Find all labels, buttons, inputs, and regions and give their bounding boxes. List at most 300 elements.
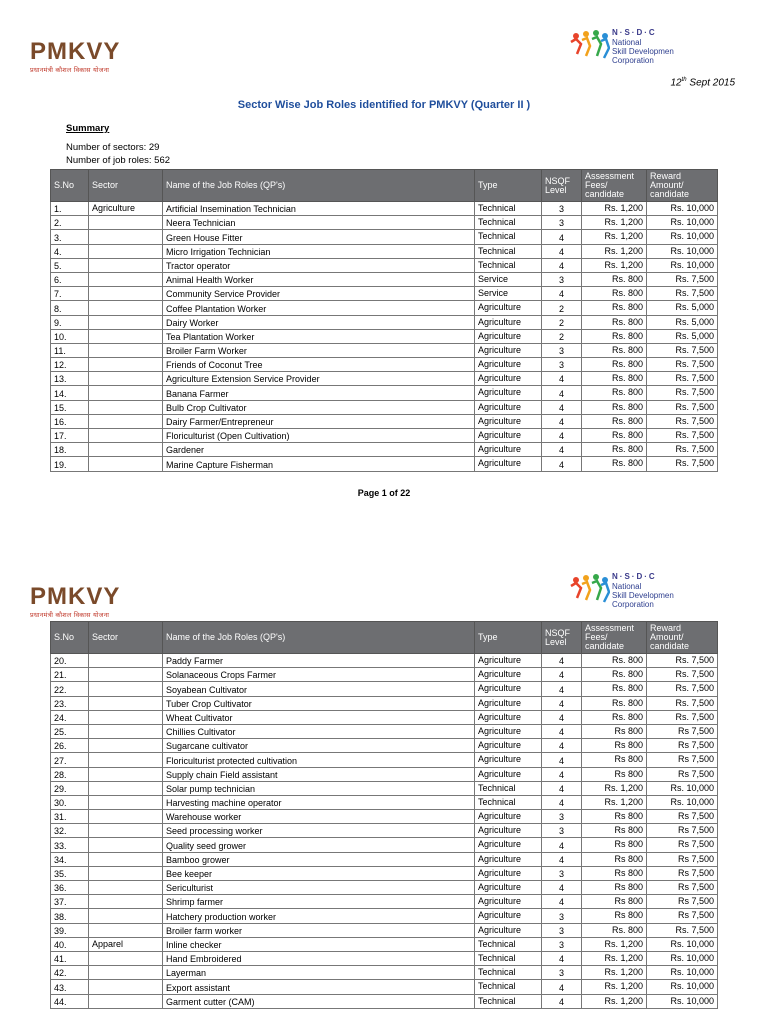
table-row (51, 951, 718, 965)
cell-assessment-fee: Rs. 800 (582, 668, 647, 682)
cell-sno: 32. (51, 824, 89, 838)
cell-assessment-fee: Rs. 800 (582, 710, 647, 724)
cell-assessment-fee: Rs 800 (582, 852, 647, 866)
cell-nsqf-level: 4 (542, 980, 582, 994)
cell-type: Technical (475, 258, 542, 272)
cell-nsqf-level: 3 (542, 216, 582, 230)
nsdc-logo (568, 28, 718, 68)
cell-assessment-fee: Rs. 800 (582, 343, 647, 357)
cell-sector (89, 386, 163, 400)
table-row (51, 852, 718, 866)
cell-reward-amount: Rs 7,500 (647, 852, 718, 866)
cell-sno: 15. (51, 400, 89, 414)
header-assessment-fees: Assessment Fees/ candidate (582, 622, 647, 654)
cell-type: Technical (475, 937, 542, 951)
cell-nsqf-level: 4 (542, 258, 582, 272)
header-sector: Sector (89, 170, 163, 202)
cell-reward-amount: Rs. 7,500 (647, 457, 718, 471)
cell-assessment-fee: Rs. 1,200 (582, 795, 647, 809)
cell-job-role: Supply chain Field assistant (163, 767, 475, 781)
table-row (51, 966, 718, 980)
cell-sno: 35. (51, 866, 89, 880)
table-row (51, 739, 718, 753)
cell-job-role: Artificial Insemination Technician (163, 202, 475, 216)
cell-sno: 21. (51, 668, 89, 682)
cell-sno: 9. (51, 315, 89, 329)
cell-sno: 40. (51, 937, 89, 951)
table-row (51, 824, 718, 838)
cell-nsqf-level: 3 (542, 810, 582, 824)
cell-type: Agriculture (475, 852, 542, 866)
cell-sector (89, 443, 163, 457)
cell-nsqf-level: 4 (542, 457, 582, 471)
table-row (51, 724, 718, 738)
cell-assessment-fee: Rs. 800 (582, 654, 647, 668)
cell-reward-amount: Rs. 10,000 (647, 216, 718, 230)
cell-job-role: Tractor operator (163, 258, 475, 272)
cell-sno: 19. (51, 457, 89, 471)
cell-assessment-fee: Rs. 1,200 (582, 781, 647, 795)
cell-nsqf-level: 3 (542, 272, 582, 286)
table-row (51, 258, 718, 272)
cell-sector (89, 838, 163, 852)
cell-reward-amount: Rs 7,500 (647, 724, 718, 738)
pmkvy-logo-subtitle: प्रधानमंत्री कौशल विकास योजना (30, 66, 110, 74)
table-row (51, 668, 718, 682)
nsdc-abbr: N·S·D·C (612, 572, 657, 581)
cell-nsqf-level: 4 (542, 400, 582, 414)
table-row (51, 895, 718, 909)
table-row (51, 909, 718, 923)
header-nsqf-level: NSQF Level (542, 622, 582, 654)
page-number: Page 1 of 22 (357, 488, 411, 498)
cell-sno: 37. (51, 895, 89, 909)
cell-nsqf-level: 4 (542, 386, 582, 400)
cell-nsqf-level: 4 (542, 372, 582, 386)
cell-assessment-fee: Rs. 800 (582, 315, 647, 329)
cell-assessment-fee: Rs. 800 (582, 443, 647, 457)
cell-nsqf-level: 3 (542, 343, 582, 357)
cell-reward-amount: Rs 7,500 (647, 810, 718, 824)
nsdc-logo (568, 572, 718, 612)
cell-reward-amount: Rs. 10,000 (647, 980, 718, 994)
cell-job-role: Chillies Cultivator (163, 724, 475, 738)
cell-reward-amount: Rs. 7,500 (647, 923, 718, 937)
cell-job-role: Sugarcane cultivator (163, 739, 475, 753)
cell-nsqf-level: 4 (542, 414, 582, 428)
cell-type: Agriculture (475, 824, 542, 838)
table-row (51, 710, 718, 724)
cell-assessment-fee: Rs 800 (582, 767, 647, 781)
table-row (51, 202, 718, 216)
nsdc-abbr: N·S·D·C (612, 28, 657, 37)
cell-nsqf-level: 4 (542, 767, 582, 781)
table-row (51, 923, 718, 937)
cell-reward-amount: Rs. 7,500 (647, 400, 718, 414)
header-assessment-fees: Assessment Fees/ candidate (582, 170, 647, 202)
table-row (51, 301, 718, 315)
header-job-role: Name of the Job Roles (QP's) (163, 170, 475, 202)
cell-sno: 34. (51, 852, 89, 866)
cell-type: Technical (475, 966, 542, 980)
cell-sno: 16. (51, 414, 89, 428)
cell-reward-amount: Rs. 7,500 (647, 696, 718, 710)
cell-sector (89, 372, 163, 386)
cell-reward-amount: Rs. 7,500 (647, 710, 718, 724)
cell-job-role: Community Service Provider (163, 287, 475, 301)
header-type: Type (475, 622, 542, 654)
cell-type: Service (475, 272, 542, 286)
cell-sector (89, 710, 163, 724)
document-date: 12th Sept 2015 (670, 77, 735, 89)
cell-reward-amount: Rs. 7,500 (647, 414, 718, 428)
cell-type: Technical (475, 202, 542, 216)
cell-assessment-fee: Rs 800 (582, 753, 647, 767)
cell-sno: 29. (51, 781, 89, 795)
cell-nsqf-level: 4 (542, 244, 582, 258)
cell-reward-amount: Rs. 7,500 (647, 272, 718, 286)
summary-heading: Summary (66, 123, 110, 134)
cell-reward-amount: Rs. 10,000 (647, 795, 718, 809)
cell-reward-amount: Rs. 10,000 (647, 781, 718, 795)
cell-sno: 13. (51, 372, 89, 386)
job-roles-table-page-2 (50, 621, 718, 1009)
cell-type: Technical (475, 795, 542, 809)
cell-assessment-fee: Rs. 1,200 (582, 980, 647, 994)
cell-assessment-fee: Rs. 800 (582, 301, 647, 315)
table-row (51, 315, 718, 329)
cell-job-role: Coffee Plantation Worker (163, 301, 475, 315)
cell-job-role: Broiler Farm Worker (163, 343, 475, 357)
table-row (51, 329, 718, 343)
cell-assessment-fee: Rs. 800 (582, 429, 647, 443)
cell-type: Agriculture (475, 429, 542, 443)
cell-nsqf-level: 2 (542, 329, 582, 343)
document-title: Sector Wise Job Roles identified for PMKVY (Quarter II ) (237, 99, 531, 111)
cell-sector (89, 781, 163, 795)
cell-sno: 5. (51, 258, 89, 272)
cell-nsqf-level: 4 (542, 951, 582, 965)
cell-assessment-fee: Rs 800 (582, 824, 647, 838)
cell-nsqf-level: 3 (542, 966, 582, 980)
cell-nsqf-level: 4 (542, 710, 582, 724)
cell-sector (89, 696, 163, 710)
cell-assessment-fee: Rs. 800 (582, 414, 647, 428)
cell-job-role: Friends of Coconut Tree (163, 358, 475, 372)
table-row (51, 272, 718, 286)
table-row (51, 244, 718, 258)
pmkvy-logo (30, 585, 150, 619)
cell-nsqf-level: 4 (542, 682, 582, 696)
cell-nsqf-level: 3 (542, 824, 582, 838)
cell-reward-amount: Rs. 10,000 (647, 258, 718, 272)
table-header-row (51, 622, 718, 654)
cell-sno: 41. (51, 951, 89, 965)
cell-sno: 7. (51, 287, 89, 301)
table-row (51, 400, 718, 414)
cell-reward-amount: Rs. 5,000 (647, 301, 718, 315)
summary-job-roles: Number of job roles: 562 (66, 155, 171, 166)
cell-job-role: Micro Irrigation Technician (163, 244, 475, 258)
table-row (51, 230, 718, 244)
cell-assessment-fee: Rs 800 (582, 724, 647, 738)
cell-type: Agriculture (475, 315, 542, 329)
cell-nsqf-level: 3 (542, 866, 582, 880)
cell-reward-amount: Rs. 10,000 (647, 951, 718, 965)
table-row (51, 386, 718, 400)
cell-nsqf-level: 2 (542, 301, 582, 315)
job-roles-table-page-1 (50, 169, 718, 472)
cell-sno: 2. (51, 216, 89, 230)
cell-job-role: Broiler farm worker (163, 923, 475, 937)
cell-sector (89, 414, 163, 428)
cell-type: Agriculture (475, 414, 542, 428)
cell-sno: 18. (51, 443, 89, 457)
cell-assessment-fee: Rs. 800 (582, 457, 647, 471)
cell-sno: 22. (51, 682, 89, 696)
cell-job-role: Bulb Crop Cultivator (163, 400, 475, 414)
cell-reward-amount: Rs. 7,500 (647, 443, 718, 457)
cell-type: Agriculture (475, 372, 542, 386)
table-row (51, 937, 718, 951)
cell-sno: 30. (51, 795, 89, 809)
nsdc-figures-icon (568, 572, 610, 606)
cell-assessment-fee: Rs. 1,200 (582, 937, 647, 951)
cell-assessment-fee: Rs. 1,200 (582, 966, 647, 980)
cell-assessment-fee: Rs. 1,200 (582, 216, 647, 230)
cell-reward-amount: Rs 7,500 (647, 739, 718, 753)
cell-type: Agriculture (475, 654, 542, 668)
cell-job-role: Garment cutter (CAM) (163, 994, 475, 1008)
cell-type: Agriculture (475, 767, 542, 781)
cell-sno: 36. (51, 881, 89, 895)
cell-sector (89, 909, 163, 923)
cell-nsqf-level: 3 (542, 358, 582, 372)
cell-nsqf-level: 4 (542, 795, 582, 809)
cell-reward-amount: Rs. 10,000 (647, 966, 718, 980)
header-type: Type (475, 170, 542, 202)
cell-type: Technical (475, 216, 542, 230)
table-row (51, 767, 718, 781)
nsdc-name: National Skill Developmen Corporation (612, 582, 674, 609)
cell-sno: 1. (51, 202, 89, 216)
cell-nsqf-level: 4 (542, 654, 582, 668)
cell-sector (89, 668, 163, 682)
cell-assessment-fee: Rs. 1,200 (582, 244, 647, 258)
cell-job-role: Neera Technician (163, 216, 475, 230)
table-row (51, 682, 718, 696)
cell-sno: 33. (51, 838, 89, 852)
cell-type: Agriculture (475, 753, 542, 767)
cell-sector (89, 795, 163, 809)
cell-sno: 20. (51, 654, 89, 668)
cell-type: Agriculture (475, 923, 542, 937)
nsdc-figures-icon (568, 28, 610, 62)
table-header-row (51, 170, 718, 202)
cell-reward-amount: Rs 7,500 (647, 753, 718, 767)
cell-sector (89, 810, 163, 824)
cell-type: Agriculture (475, 682, 542, 696)
cell-type: Agriculture (475, 838, 542, 852)
cell-nsqf-level: 4 (542, 739, 582, 753)
cell-job-role: Quality seed grower (163, 838, 475, 852)
cell-sector (89, 852, 163, 866)
cell-sno: 11. (51, 343, 89, 357)
cell-job-role: Animal Health Worker (163, 272, 475, 286)
cell-nsqf-level: 4 (542, 668, 582, 682)
cell-job-role: Soyabean Cultivator (163, 682, 475, 696)
cell-reward-amount: Rs 7,500 (647, 838, 718, 852)
cell-job-role: Banana Farmer (163, 386, 475, 400)
table-row (51, 994, 718, 1008)
cell-assessment-fee: Rs 800 (582, 739, 647, 753)
cell-reward-amount: Rs 7,500 (647, 881, 718, 895)
cell-assessment-fee: Rs 800 (582, 881, 647, 895)
cell-assessment-fee: Rs 800 (582, 810, 647, 824)
cell-reward-amount: Rs. 7,500 (647, 668, 718, 682)
cell-reward-amount: Rs. 7,500 (647, 429, 718, 443)
cell-sector (89, 287, 163, 301)
cell-reward-amount: Rs. 7,500 (647, 287, 718, 301)
table-row (51, 429, 718, 443)
table-row (51, 216, 718, 230)
cell-job-role: Tuber Crop Cultivator (163, 696, 475, 710)
cell-nsqf-level: 2 (542, 315, 582, 329)
cell-reward-amount: Rs. 7,500 (647, 358, 718, 372)
cell-type: Agriculture (475, 329, 542, 343)
cell-nsqf-level: 4 (542, 753, 582, 767)
cell-type: Agriculture (475, 400, 542, 414)
table-row (51, 810, 718, 824)
cell-nsqf-level: 4 (542, 838, 582, 852)
cell-reward-amount: Rs 7,500 (647, 866, 718, 880)
cell-reward-amount: Rs. 5,000 (647, 329, 718, 343)
cell-job-role: Sericulturist (163, 881, 475, 895)
cell-sector (89, 753, 163, 767)
cell-job-role: Paddy Farmer (163, 654, 475, 668)
table-row (51, 866, 718, 880)
cell-nsqf-level: 4 (542, 994, 582, 1008)
cell-sector (89, 951, 163, 965)
cell-assessment-fee: Rs. 1,200 (582, 994, 647, 1008)
cell-assessment-fee: Rs. 800 (582, 400, 647, 414)
table-row (51, 343, 718, 357)
cell-type: Agriculture (475, 443, 542, 457)
cell-sector (89, 329, 163, 343)
cell-job-role: Inline checker (163, 937, 475, 951)
cell-type: Agriculture (475, 696, 542, 710)
cell-sector (89, 258, 163, 272)
table-row (51, 358, 718, 372)
cell-nsqf-level: 4 (542, 781, 582, 795)
header-reward-amount: Reward Amount/ candidate (647, 622, 718, 654)
cell-assessment-fee: Rs 800 (582, 866, 647, 880)
cell-sno: 27. (51, 753, 89, 767)
header-sno: S.No (51, 622, 89, 654)
header-sector: Sector (89, 622, 163, 654)
cell-job-role: Wheat Cultivator (163, 710, 475, 724)
cell-nsqf-level: 3 (542, 202, 582, 216)
cell-sno: 3. (51, 230, 89, 244)
summary-sectors: Number of sectors: 29 (66, 142, 160, 153)
cell-type: Technical (475, 951, 542, 965)
cell-job-role: Agriculture Extension Service Provider (163, 372, 475, 386)
cell-sector (89, 230, 163, 244)
cell-job-role: Green House Fitter (163, 230, 475, 244)
pmkvy-logo (30, 40, 150, 74)
cell-sector (89, 654, 163, 668)
header-sno: S.No (51, 170, 89, 202)
table-row (51, 372, 718, 386)
table-row (51, 753, 718, 767)
cell-reward-amount: Rs. 10,000 (647, 202, 718, 216)
cell-sector: Apparel (89, 937, 163, 951)
cell-sector (89, 923, 163, 937)
cell-job-role: Bamboo grower (163, 852, 475, 866)
cell-type: Agriculture (475, 909, 542, 923)
cell-sector (89, 343, 163, 357)
cell-job-role: Floriculturist (Open Cultivation) (163, 429, 475, 443)
cell-type: Technical (475, 230, 542, 244)
cell-reward-amount: Rs 7,500 (647, 767, 718, 781)
cell-assessment-fee: Rs. 800 (582, 358, 647, 372)
cell-sector (89, 244, 163, 258)
cell-job-role: Layerman (163, 966, 475, 980)
cell-type: Agriculture (475, 343, 542, 357)
cell-sector (89, 216, 163, 230)
cell-job-role: Gardener (163, 443, 475, 457)
cell-sno: 12. (51, 358, 89, 372)
cell-nsqf-level: 4 (542, 696, 582, 710)
cell-sno: 17. (51, 429, 89, 443)
cell-type: Agriculture (475, 358, 542, 372)
nsdc-name: National Skill Developmen Corporation (612, 38, 674, 65)
cell-assessment-fee: Rs. 1,200 (582, 202, 647, 216)
cell-job-role: Hatchery production worker (163, 909, 475, 923)
cell-reward-amount: Rs. 7,500 (647, 682, 718, 696)
cell-type: Agriculture (475, 895, 542, 909)
cell-job-role: Hand Embroidered (163, 951, 475, 965)
cell-sno: 43. (51, 980, 89, 994)
cell-nsqf-level: 4 (542, 881, 582, 895)
cell-sno: 14. (51, 386, 89, 400)
cell-assessment-fee: Rs 800 (582, 838, 647, 852)
cell-reward-amount: Rs. 10,000 (647, 230, 718, 244)
cell-reward-amount: Rs. 5,000 (647, 315, 718, 329)
cell-sector: Agriculture (89, 202, 163, 216)
cell-assessment-fee: Rs 800 (582, 909, 647, 923)
cell-job-role: Solanaceous Crops Farmer (163, 668, 475, 682)
cell-job-role: Export assistant (163, 980, 475, 994)
cell-job-role: Seed processing worker (163, 824, 475, 838)
cell-reward-amount: Rs. 7,500 (647, 654, 718, 668)
table-row (51, 654, 718, 668)
cell-type: Agriculture (475, 724, 542, 738)
cell-nsqf-level: 4 (542, 230, 582, 244)
cell-type: Agriculture (475, 739, 542, 753)
cell-sno: 39. (51, 923, 89, 937)
cell-nsqf-level: 4 (542, 852, 582, 866)
cell-type: Technical (475, 994, 542, 1008)
cell-job-role: Solar pump technician (163, 781, 475, 795)
cell-type: Technical (475, 781, 542, 795)
cell-sno: 23. (51, 696, 89, 710)
cell-sno: 42. (51, 966, 89, 980)
cell-sector (89, 994, 163, 1008)
header-nsqf-level: NSQF Level (542, 170, 582, 202)
cell-reward-amount: Rs. 7,500 (647, 372, 718, 386)
cell-sno: 24. (51, 710, 89, 724)
